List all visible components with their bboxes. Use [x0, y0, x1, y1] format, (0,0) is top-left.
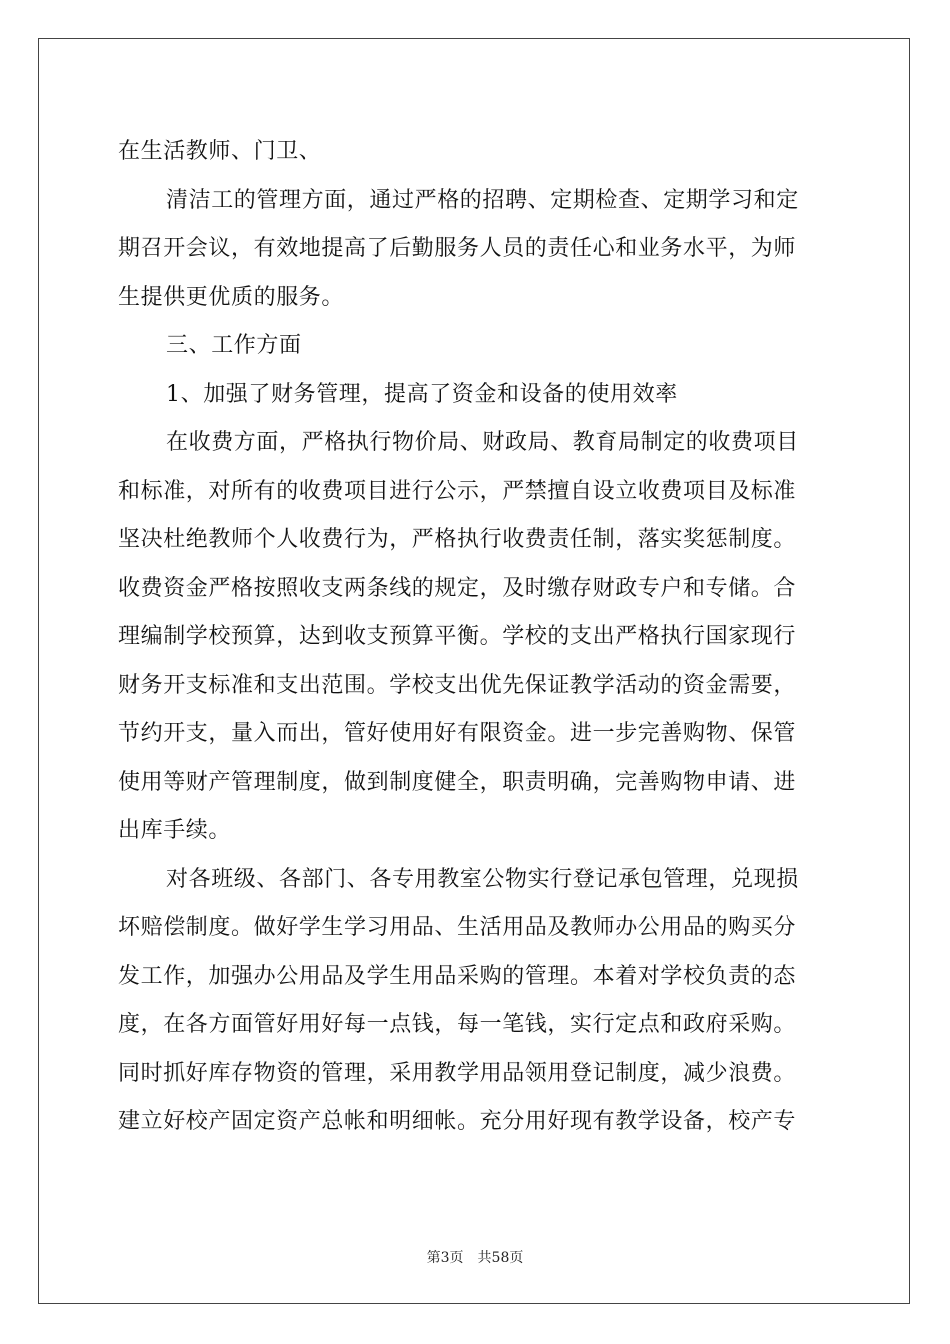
text-line: 期召开会议，有效地提高了后勤服务人员的责任心和业务水平，为师 — [118, 236, 797, 261]
text-line: 坚决杜绝教师个人收费行为，严格执行收费责任制，落实奖惩制度。 — [118, 527, 797, 552]
text-line: 生提供更优质的服务。 — [118, 284, 345, 310]
text-line: 同时抓好库存物资的管理，采用教学用品领用登记制度，减少浪费。 — [118, 1060, 797, 1086]
text-line: 理编制学校预算，达到收支预算平衡。学校的支出严格执行国家现行 — [118, 624, 797, 649]
text-line: 建立好校产固定资产总帐和明细帐。充分用好现有教学设备，校产专 — [118, 1109, 797, 1134]
text-line: 发工作，加强办公用品及学生用品采购的管理。本着对学校负责的态 — [118, 963, 797, 989]
text-line: 出库手续。 — [118, 818, 232, 843]
text-line: 收费资金严格按照收支两条线的规定，及时缴存财政专户和专储。合 — [118, 575, 797, 601]
document-body — [118, 128, 834, 1147]
subsection-heading: 1、加强了财务管理，提高了资金和设备的使用效率 — [166, 381, 678, 407]
page-number-footer: 第3页 共58页 — [426, 1250, 524, 1266]
text-line: 度，在各方面管好用好每一点钱，每一笔钱，实行定点和政府采购。 — [118, 1012, 797, 1037]
text-line: 使用等财产管理制度，做到制度健全，职责明确，完善购物申请、进 — [118, 769, 797, 795]
text-line: 财务开支标准和支出范围。学校支出优先保证教学活动的资金需要， — [118, 672, 797, 698]
section-heading: 三、工作方面 — [166, 333, 302, 358]
text-line: 对各班级、各部门、各专用教室公物实行登记承包管理，兑现损 — [166, 866, 799, 892]
text-line: 在生活教师、门卫、 — [118, 139, 322, 164]
text-line: 坏赔偿制度。做好学生学习用品、生活用品及教师办公用品的购买分 — [118, 915, 797, 940]
text-line: 节约开支，量入而出，管好使用好有限资金。进一步完善购物、保管 — [118, 721, 797, 746]
text-line: 和标准，对所有的收费项目进行公示，严禁擅自设立收费项目及标准 — [118, 478, 797, 504]
text-line: 清洁工的管理方面，通过严格的招聘、定期检查、定期学习和定 — [166, 187, 799, 213]
text-line: 在收费方面，严格执行物价局、财政局、教育局制定的收费项目 — [166, 430, 799, 455]
